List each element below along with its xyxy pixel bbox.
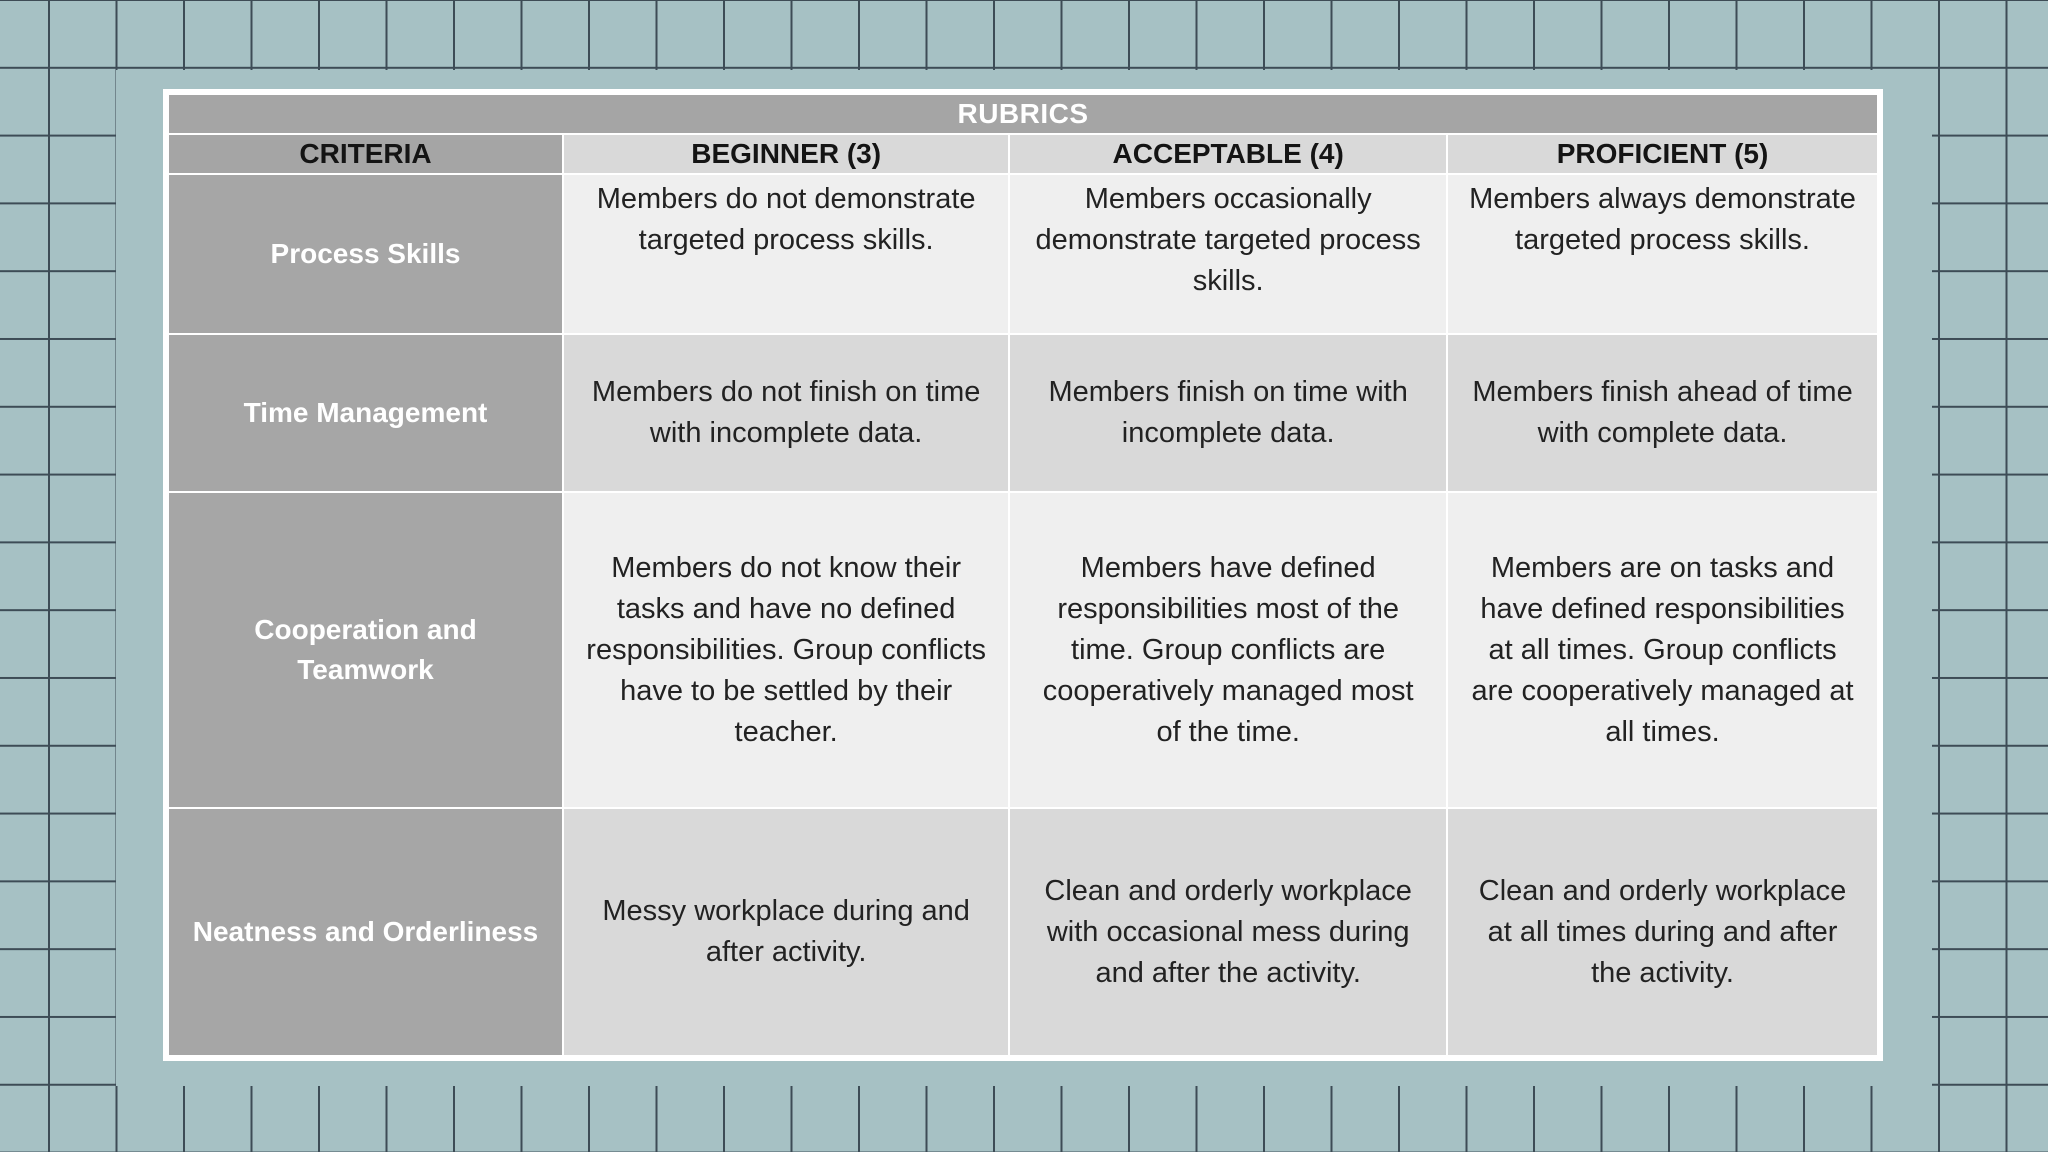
criterion-cell: Process Skills: [168, 174, 563, 334]
rubric-table-frame: [163, 89, 1883, 1061]
proficient-cell: Clean and orderly workplace at all times during and after the activity.: [1447, 808, 1878, 1056]
table-row: [168, 808, 1878, 1056]
table-row: [168, 492, 1878, 808]
beginner-cell: Members do not demonstrate targeted process skills.: [563, 174, 1009, 334]
table-row: [168, 174, 1878, 334]
acceptable-cell: Members occasionally demonstrate targeted process skills.: [1009, 174, 1447, 334]
criterion-cell: Neatness and Orderliness: [168, 808, 563, 1056]
acceptable-cell: Members have defined responsibilities most of the time. Group conflicts are cooperatively managed most of the time.: [1009, 492, 1447, 808]
acceptable-cell: Members finish on time with incomplete data.: [1009, 334, 1447, 492]
header-proficient: PROFICIENT (5): [1447, 134, 1878, 174]
rubric-table: [167, 93, 1879, 1057]
table-row: [168, 334, 1878, 492]
criterion-cell: Time Management: [168, 334, 563, 492]
criterion-cell: Cooperation and Teamwork: [168, 492, 563, 808]
rubric-title: RUBRICS: [168, 94, 1878, 134]
beginner-cell: Members do not finish on time with incomplete data.: [563, 334, 1009, 492]
header-beginner: BEGINNER (3): [563, 134, 1009, 174]
beginner-cell: Members do not know their tasks and have no defined responsibilities. Group conflicts have to be settled by their teacher.: [563, 492, 1009, 808]
header-row: [168, 134, 1878, 174]
title-row: [168, 94, 1878, 134]
beginner-cell: Messy workplace during and after activity.: [563, 808, 1009, 1056]
header-criteria: CRITERIA: [168, 134, 563, 174]
proficient-cell: Members always demonstrate targeted process skills.: [1447, 174, 1878, 334]
proficient-cell: Members are on tasks and have defined responsibilities at all times. Group conflicts are cooperatively managed at all times.: [1447, 492, 1878, 808]
header-acceptable: ACCEPTABLE (4): [1009, 134, 1447, 174]
acceptable-cell: Clean and orderly workplace with occasional mess during and after the activity.: [1009, 808, 1447, 1056]
proficient-cell: Members finish ahead of time with complete data.: [1447, 334, 1878, 492]
